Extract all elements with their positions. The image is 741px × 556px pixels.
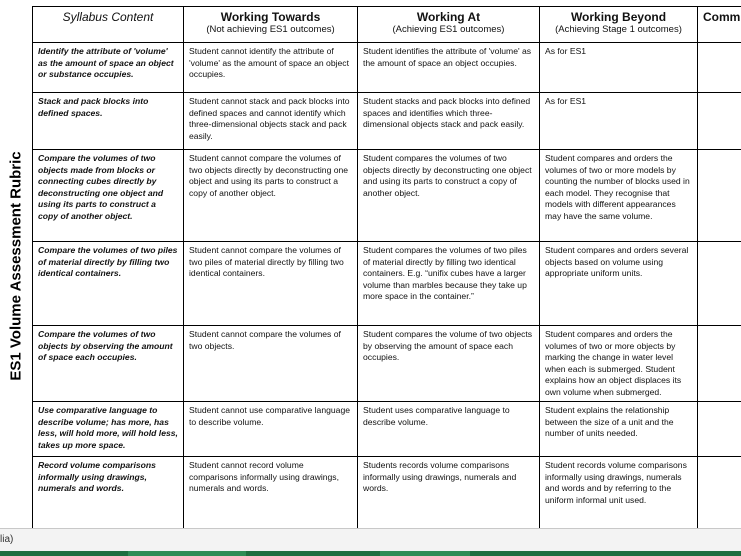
- header-comments: Comm: [698, 7, 741, 43]
- working-at-cell: Students records volume comparisons informally using drawings, numerals and words.: [358, 457, 540, 529]
- working-beyond-cell: Student compares and orders the volumes of two or more objects by marking the change in water level when each is submerged. Student explains how an object displaces its own volume when submerged.: [540, 326, 698, 402]
- working-at-cell: Student compares the volumes of two piles of material directly by filling two identical containers. E.g. “unifix cubes have a larger volume than marbles because they take up more space in the container.”: [358, 242, 540, 326]
- comments-cell[interactable]: [698, 150, 741, 242]
- comments-cell[interactable]: [698, 326, 741, 402]
- comments-cell[interactable]: [698, 402, 741, 457]
- working-towards-cell: Student cannot compare the volumes of two piles of material directly by filling two identical containers.: [184, 242, 358, 326]
- status-text: lia): [0, 534, 14, 545]
- syllabus-cell: Use comparative language to describe volume; has more, has less, will hold more, will hold less, takes up more space.: [33, 402, 184, 457]
- comments-cell[interactable]: [698, 457, 741, 529]
- working-at-cell: Student identifies the attribute of 'volume' as the amount of space an object occupies.: [358, 43, 540, 93]
- syllabus-cell: Compare the volumes of two objects by observing the amount of space each occupies.: [33, 326, 184, 402]
- working-at-cell: Student uses comparative language to describe volume.: [358, 402, 540, 457]
- rubric-table: [32, 6, 741, 528]
- status-bar: [0, 528, 741, 552]
- syllabus-cell: Stack and pack blocks into defined spaces.: [33, 93, 184, 150]
- header-row: [33, 7, 741, 43]
- table-row: [33, 326, 741, 402]
- syllabus-cell: Record volume comparisons informally using drawings, numerals and words.: [33, 457, 184, 529]
- working-at-cell: Student stacks and pack blocks into defined spaces and identifies which three-dimensional objects stack and pack easily.: [358, 93, 540, 150]
- table-row: [33, 457, 741, 529]
- working-at-cell: Student compares the volume of two objects by observing the amount of space each occupies.: [358, 326, 540, 402]
- working-towards-cell: Student cannot identify the attribute of 'volume' as the amount of space an object occupies.: [184, 43, 358, 93]
- table-row: [33, 402, 741, 457]
- table-row: [33, 242, 741, 326]
- header-syllabus-content: Syllabus Content: [33, 7, 184, 43]
- working-beyond-cell: As for ES1: [540, 43, 698, 93]
- syllabus-cell: Compare the volumes of two piles of material directly by filling two identical containers.: [33, 242, 184, 326]
- working-towards-cell: Student cannot compare the volumes of two objects.: [184, 326, 358, 402]
- syllabus-cell: Identify the attribute of 'volume' as the amount of space an object or substance occupies.: [33, 43, 184, 93]
- side-title: ES1 Volume Assessment Rubric: [7, 151, 25, 381]
- header-working-at: Working At (Achieving ES1 outcomes): [358, 7, 540, 43]
- comments-cell[interactable]: [698, 242, 741, 326]
- working-towards-cell: Student cannot compare the volumes of two objects directly by deconstructing one object and using its parts to construct a copy of another object.: [184, 150, 358, 242]
- table-row: [33, 150, 741, 242]
- working-at-cell: Student compares the volumes of two objects directly by deconstructing one object and using its parts to construct a copy of another object.: [358, 150, 540, 242]
- working-beyond-cell: As for ES1: [540, 93, 698, 150]
- working-beyond-cell: Student compares and orders several objects based on volume using appropriate uniform units.: [540, 242, 698, 326]
- syllabus-cell: Compare the volumes of two objects made from blocks or connecting cubes directly by deconstructing one object and using its parts to construct a copy of another object.: [33, 150, 184, 242]
- working-beyond-cell: Student records volume comparisons informally using drawings, numerals and words and by referring to the uniform informal unit used.: [540, 457, 698, 529]
- header-working-beyond: Working Beyond (Achieving Stage 1 outcomes): [540, 7, 698, 43]
- working-towards-cell: Student cannot record volume comparisons informally using drawings, numerals and words.: [184, 457, 358, 529]
- comments-cell[interactable]: [698, 93, 741, 150]
- comments-cell[interactable]: [698, 43, 741, 93]
- working-towards-cell: Student cannot use comparative language to describe volume.: [184, 402, 358, 457]
- working-beyond-cell: Student explains the relationship between the size of a unit and the number of units needed.: [540, 402, 698, 457]
- taskbar-strip: [0, 551, 741, 556]
- side-title-column: [0, 6, 33, 528]
- table-row: [33, 43, 741, 93]
- header-working-towards: Working Towards (Not achieving ES1 outcomes): [184, 7, 358, 43]
- working-beyond-cell: Student compares and orders the volumes of two or more models by counting the number of blocks used in each model. They recognise that models with different appearances may have the same volume.: [540, 150, 698, 242]
- table-row: [33, 93, 741, 150]
- working-towards-cell: Student cannot stack and pack blocks into defined spaces and cannot identify which three-dimensional objects stack and pack easily.: [184, 93, 358, 150]
